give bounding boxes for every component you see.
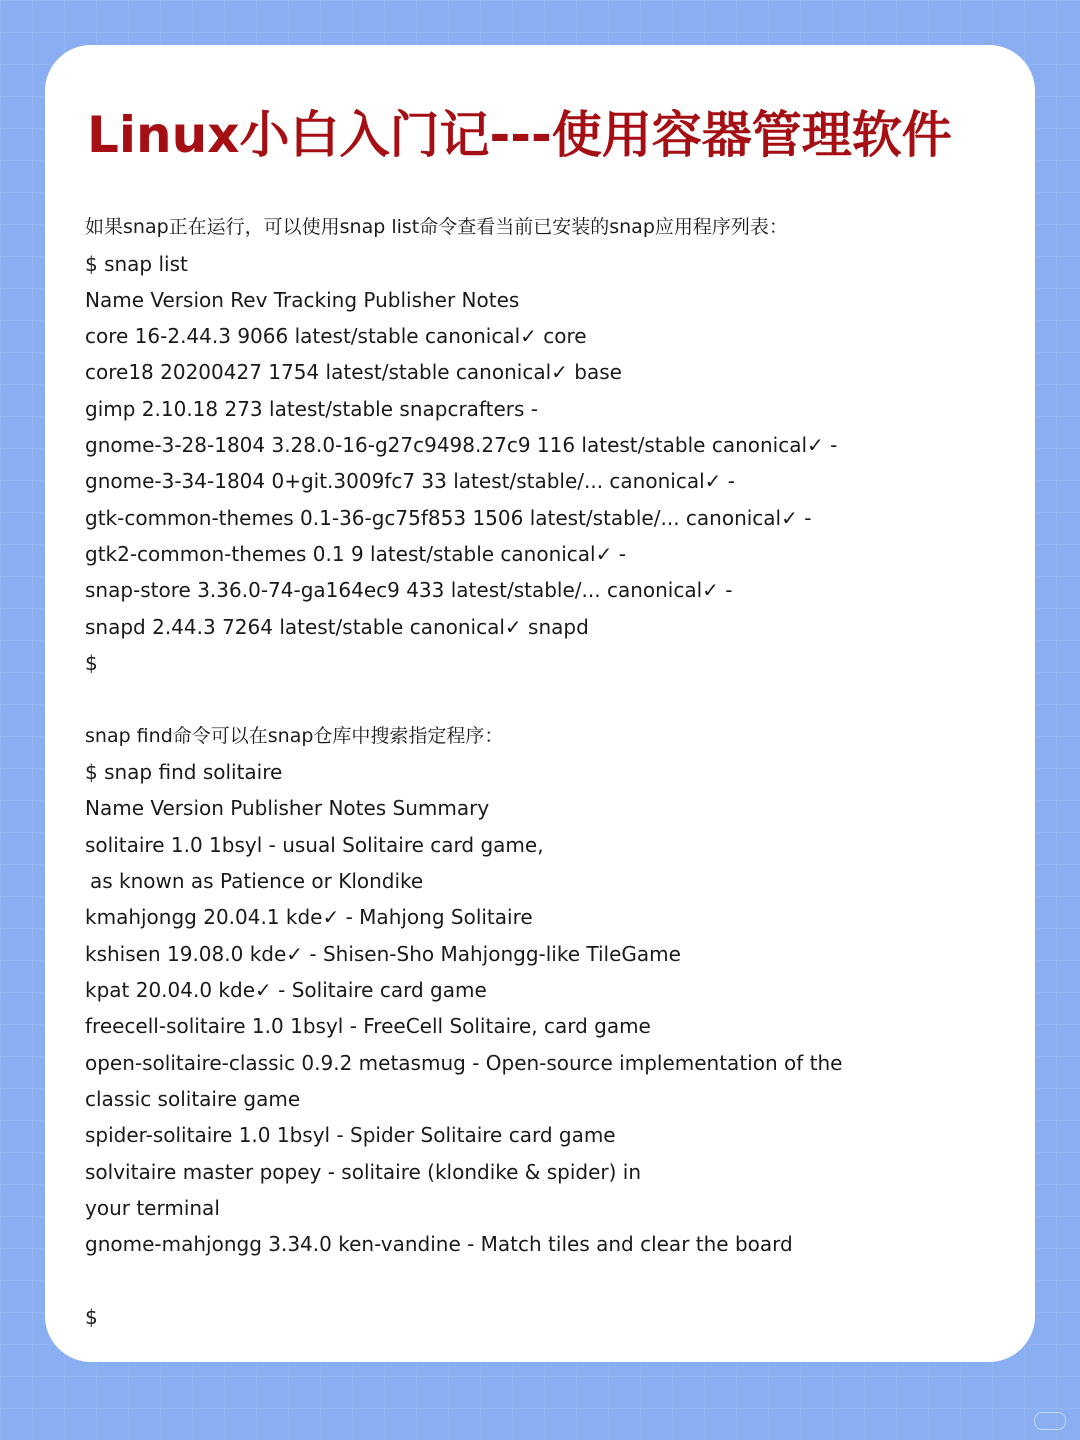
snap-list-row-gtk2-common-themes: gtk2-common-themes 0.1 9 latest/stable canonical✓ - (85, 542, 626, 566)
snap-find-row-spider-solitaire: spider-solitaire 1.0 1bsyl - Spider Solitaire card game (85, 1123, 616, 1147)
snap-list-row-snapd: snapd 2.44.3 7264 latest/stable canonical✓ snapd (85, 615, 589, 639)
snap-find-row-kpat: kpat 20.04.0 kde✓ - Solitaire card game (85, 978, 487, 1002)
snap-list-row-gtk-common-themes: gtk-common-themes 0.1-36-gc75f853 1506 latest/stable/... canonical✓ - (85, 506, 812, 530)
snap-list-row-core18: core18 20200427 1754 latest/stable canonical✓ base (85, 360, 622, 384)
snap-find-row-kshisen: kshisen 19.08.0 kde✓ - Shisen-Sho Mahjongg-like TileGame (85, 942, 681, 966)
snap-find-row-solvitaire: solvitaire master popey - solitaire (klondike & spider) in (85, 1160, 642, 1184)
snap-find-row-solitaire: solitaire 1.0 1bsyl - usual Solitaire card game, (85, 833, 544, 857)
snap-list-command: $ snap list (85, 252, 188, 276)
snap-find-command: $ snap find solitaire (85, 760, 283, 784)
snap-find-row-freecell: freecell-solitaire 1.0 1bsyl - FreeCell Solitaire, card game (85, 1014, 651, 1038)
snap-list-intro: 如果snap正在运行，可以使用snap list命令查看当前已安装的snap应用程序列表： (85, 216, 788, 238)
snap-list-row-snap-store: snap-store 3.36.0-74-ga164ec9 433 latest/stable/... canonical✓ - (85, 578, 733, 602)
snap-find-prompt: $ (85, 1305, 98, 1329)
snap-find-row-solvitaire-cont: your terminal (85, 1196, 220, 1220)
watermark-logo (1034, 1412, 1066, 1430)
snap-find-header-row: Name Version Publisher Notes Summary (85, 796, 490, 820)
page-title: Linux小白入门记---使用容器管理软件 (87, 106, 952, 164)
snap-find-row-open-solitaire: open-solitaire-classic 0.9.2 metasmug - Open-source implementation of the (85, 1051, 843, 1075)
snap-find-row-gnome-mahjongg: gnome-mahjongg 3.34.0 ken-vandine - Match tiles and clear the board (85, 1232, 793, 1256)
snap-list-row-gimp: gimp 2.10.18 273 latest/stable snapcrafters - (85, 397, 538, 421)
snap-find-row-open-solitaire-cont: classic solitaire game (85, 1087, 301, 1111)
snap-list-header-row: Name Version Rev Tracking Publisher Notes (85, 288, 520, 312)
snap-list-prompt: $ (85, 651, 98, 675)
content-card (45, 45, 1035, 1362)
snap-find-intro: snap find命令可以在snap仓库中搜索指定程序： (85, 725, 504, 747)
snap-find-row-solitaire-cont: as known as Patience or Klondike (90, 869, 424, 893)
snap-find-row-kmahjongg: kmahjongg 20.04.1 kde✓ - Mahjong Solitaire (85, 905, 533, 929)
snap-list-row-gnome-3-28: gnome-3-28-1804 3.28.0-16-g27c9498.27c9 116 latest/stable canonical✓ - (85, 433, 838, 457)
snap-list-row-gnome-3-34: gnome-3-34-1804 0+git.3009fc7 33 latest/stable/... canonical✓ - (85, 469, 735, 493)
snap-list-row-core: core 16-2.44.3 9066 latest/stable canonical✓ core (85, 324, 587, 348)
